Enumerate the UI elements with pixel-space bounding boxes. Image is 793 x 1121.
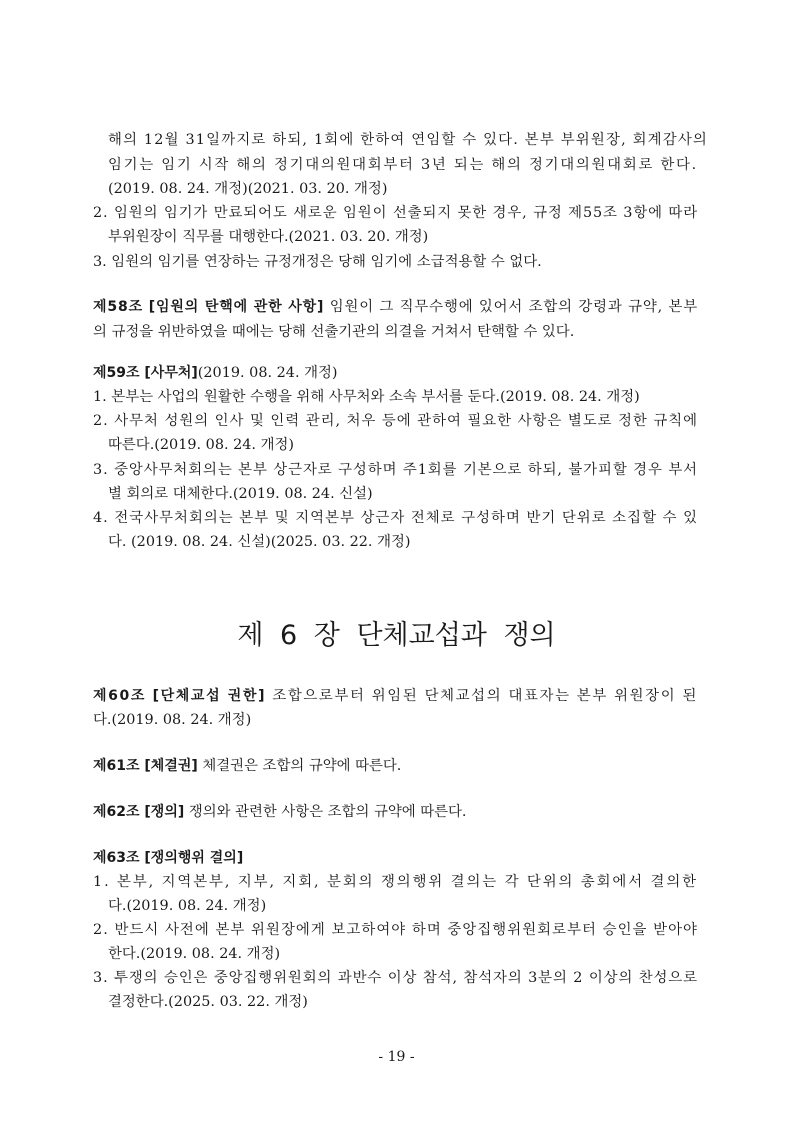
intro-cont-line: (2019. 08. 24. 개정)(2021. 03. 20. 개정) xyxy=(108,181,388,197)
article-58: 제58조 [임원의 탄핵에 관한 사항] 임원이 그 직무수행에 있어서 조합의 강령과 규약, 본부 xyxy=(93,299,698,315)
page-number: - 19 - xyxy=(378,1049,415,1065)
article-61: 제61조 [체결권] 체결권은 조합의 규약에 따른다. xyxy=(93,758,402,774)
article-62: 제62조 [쟁의] 쟁의와 관련한 사항은 조합의 규약에 따른다. xyxy=(93,804,467,820)
article-58-cont: 의 규정을 위반하였을 때에는 당해 선출기관의 의결을 거쳐서 탄핵할 수 있다. xyxy=(93,324,575,340)
list-item: 1. 본부는 사업의 원활한 수행을 위해 사무처와 소속 부서를 둔다.(2019. 08. 24. 개정) xyxy=(93,389,640,405)
list-item-cont: 별 회의로 대체한다.(2019. 08. 24. 신설) xyxy=(108,486,373,502)
list-item-cont: 결정한다.(2025. 03. 22. 개정) xyxy=(108,994,308,1010)
article-heading: 제59조 [사무처] xyxy=(93,365,198,381)
list-item: 1. 본부, 지역본부, 지부, 지회, 분회의 쟁의행위 결의는 각 단위의 총회에서 결의한 xyxy=(93,874,698,890)
article-59-heading: 제59조 [사무처](2019. 08. 24. 개정) xyxy=(93,365,338,381)
article-60-cont: 다.(2019. 08. 24. 개정) xyxy=(93,712,252,728)
list-item-cont: 한다.(2019. 08. 24. 개정) xyxy=(108,946,281,962)
article-heading: 제58조 [임원의 탄핵에 관한 사항] xyxy=(93,299,325,315)
list-item-cont: 부위원장이 직무를 대행한다.(2021. 03. 20. 개정) xyxy=(108,229,429,245)
list-item-cont: 다. (2019. 08. 24. 신설)(2025. 03. 22. 개정) xyxy=(108,534,411,550)
article-heading: 제63조 [쟁의행위 결의] xyxy=(93,850,244,866)
article-heading: 제62조 [쟁의] xyxy=(93,804,185,820)
list-item-cont: 다.(2019. 08. 24. 개정) xyxy=(108,898,267,914)
article-60: 제60조 [단체교섭 권한] 조합으로부터 위임된 단체교섭의 대표자는 본부 위원장이 된 xyxy=(93,688,698,704)
list-item: 2. 사무처 성원의 인사 및 인력 관리, 처우 등에 관하여 필요한 사항은 별도로 정한 규칙에 xyxy=(93,413,698,429)
list-item: 2. 임원의 임기가 만료되어도 새로운 임원이 선출되지 못한 경우, 규정 제55조 3항에 따라 xyxy=(93,205,699,221)
list-item-cont: 따른다.(2019. 08. 24. 개정) xyxy=(108,437,295,453)
list-item: 3. 중앙사무처회의는 본부 상근자로 구성하며 주1회를 기본으로 하되, 불가피할 경우 부서 xyxy=(93,462,698,478)
list-item: 3. 임원의 임기를 연장하는 규정개정은 당해 임기에 소급적용할 수 없다. xyxy=(93,254,542,270)
list-item: 4. 전국사무처회의는 본부 및 지역본부 상근자 전체로 구성하며 반기 단위로 소집할 수 있 xyxy=(93,510,699,526)
intro-cont-line: 임기는 임기 시작 해의 정기대의원대회부터 3년 되는 해의 정기대의원대회로 한다. xyxy=(108,157,698,173)
list-item: 3. 투쟁의 승인은 중앙집행위원회의 과반수 이상 참석, 참석자의 3분의 2 이상의 찬성으로 xyxy=(93,970,698,986)
article-63-heading xyxy=(0,846,793,870)
chapter-title: 제 6 장 단체교섭과 쟁의 xyxy=(237,620,556,651)
intro-cont-line: 해의 12월 31일까지로 하되, 1회에 한하여 연임할 수 있다. 본부 부위원장, 회계감사의 xyxy=(108,132,709,148)
article-heading: 제60조 [단체교섭 권한] xyxy=(93,688,267,704)
article-heading: 제61조 [체결권] xyxy=(93,758,198,774)
list-item: 2. 반드시 사전에 본부 위원장에게 보고하여야 하며 중앙집행위원회로부터 승인을 받아야 xyxy=(93,922,698,938)
